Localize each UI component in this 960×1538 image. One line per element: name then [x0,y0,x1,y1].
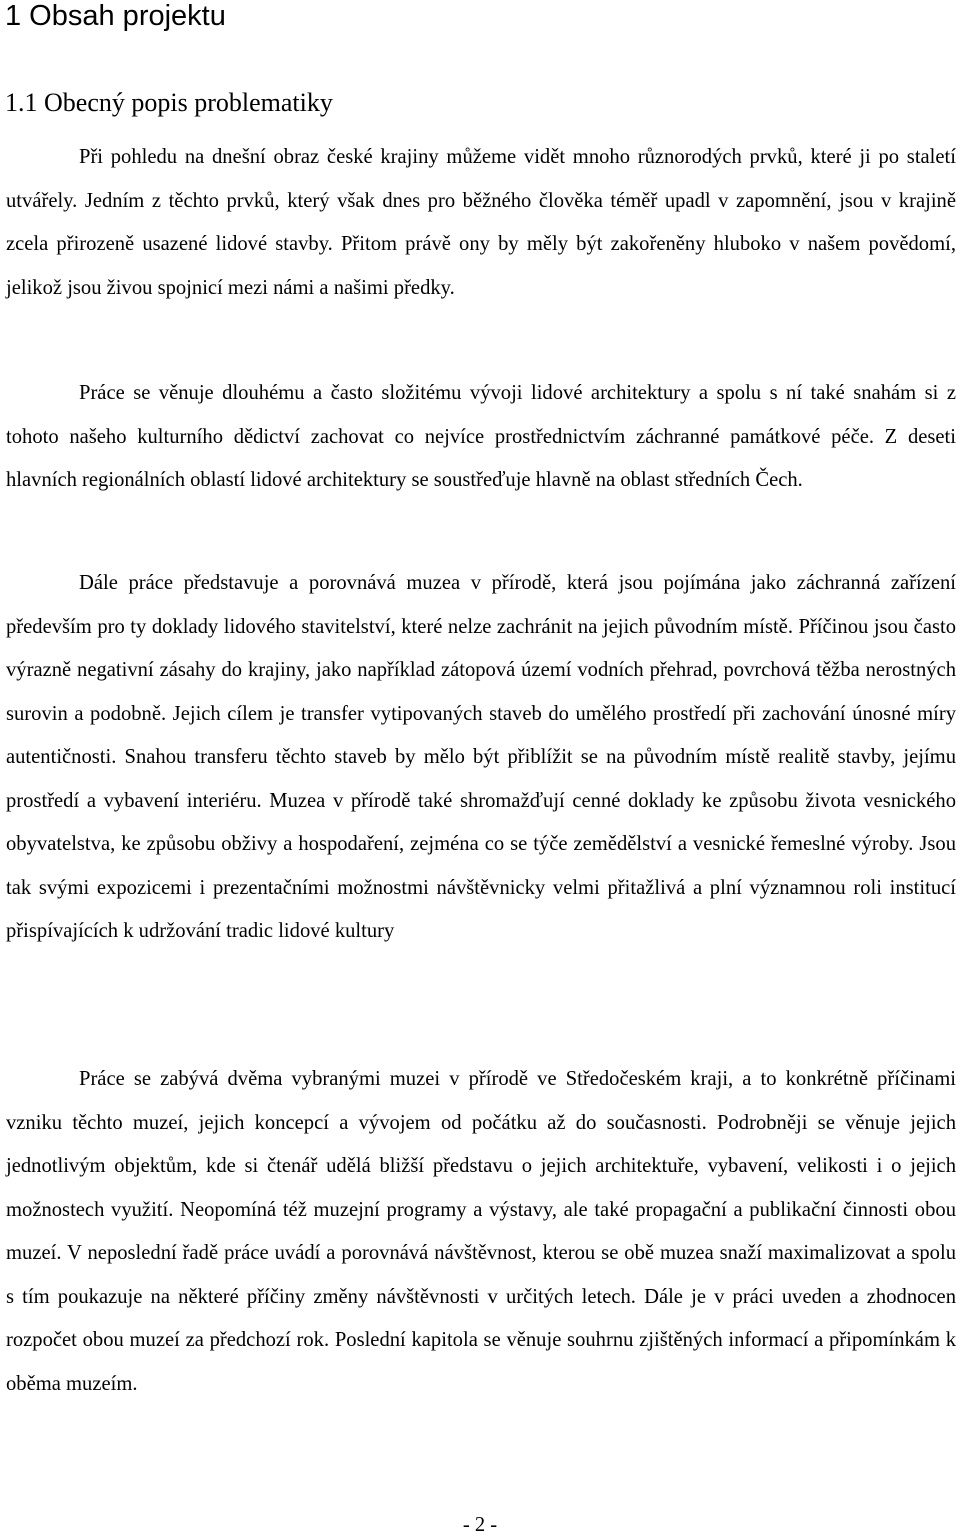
paragraph-architecture: Práce se věnuje dlouhému a často složitému vývoji lidové architektury a spolu s ní také snahám si z tohoto našeho kulturního dědictví zachovat co nejvíce prostřednictvím záchranné památkové péče. Z deseti hlavních regionálních oblastí lidové architektury se soustřeďuje hlavně na oblast středních Čech. [6,382,956,491]
paragraph-selected-museums: Práce se zabývá dvěma vybranými muzei v přírodě ve Středočeském kraji, a to konkrétně příčinami vzniku těchto muzeí, jejich koncepcí a vývojem od počátku až do současnosti. Podrobněji se věnuje jejich jednotlivým objektům, kde si čtenář udělá bližší představu o jejich architektuře, vybavení, velikosti i o jejich možnostech využití. Neopomíná též muzejní programy a výstavy, ale také propagační a publikační činnosti obou muzeí. V neposlední řadě práce uvádí a porovnává návštěvnost, kterou se obě muzea snaží maximalizovat a spolu s tím poukazuje na některé příčiny změny návštěvnosti v určitých letech. Dále je v práci uveden a zhodnocen rozpočet obou muzeí za předchozí rok. Poslední kapitola se věnuje souhrnu zjištěných informací a připomínkám k oběma muzeím. [6,1068,956,1395]
page-number: - 2 - [462,1514,498,1536]
paragraph-open-air-museums: Dále práce představuje a porovnává muzea v přírodě, která jsou pojímána jako záchranná zařízení především pro ty doklady lidového stavitelství, které nelze zachránit na jejich původním místě. Příčinou jsou často výrazně negativní zásahy do krajiny, jako například zátopová území vodních přehrad, povrchová těžba nerostných surovin a podobně. Jejich cílem je transfer vytipovaných staveb do umělého prostředí při zachování únosné míry autentičnosti. Snahou transferu těchto staveb by mělo být přiblížit se na původním místě realitě stavby, jejímu prostředí a vybavení interiéru. Muzea v přírodě také shromažďují cenné doklady ke způsobu života vesnického obyvatelstva, ke způsobu obživy a hospodaření, zejména co se týče zemědělství a vesnické řemeslné výroby. Jsou tak svými expozicemi i prezentačními možnostmi návštěvnicky velmi přitažlivá a plní významnou roli institucí přispívajících k udržování tradic lidové kultury [6,572,956,942]
chapter-heading: 1 Obsah projektu [5,0,226,32]
section-heading: 1.1 Obecný popis problematiky [5,88,333,117]
paragraph-intro: Při pohledu na dnešní obraz české krajiny můžeme vidět mnoho různorodých prvků, které ji po staletí utvářely. Jedním z těchto prvků, který však dnes pro běžného člověka téměř upadl v zapomnění, jsou v krajině zcela přirozeně usazené lidové stavby. Přitom právě ony by měly být zakořeněny hluboko v našem povědomí, jelikož jsou živou spojnicí mezi námi a našimi předky. [6,146,956,299]
